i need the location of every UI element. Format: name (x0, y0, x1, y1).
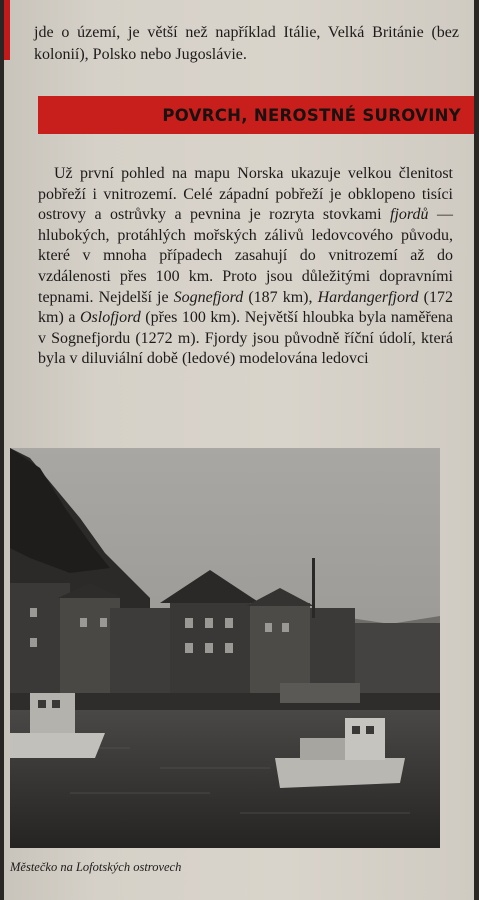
body-paragraph (38, 164, 453, 370)
harbor-photo (10, 448, 440, 848)
photo-caption: Městečko na Lofotských ostrovech (10, 860, 182, 874)
section-heading-band (38, 96, 474, 134)
body-text-part: (přes 100 km). Největší hloubka byla naměřena v Sognefjordu (1272 m). Fjordy jsou původně říční údolí, která byla v diluviální době (ledové) modelována ledovci (38, 309, 454, 368)
intro-paragraph: jde o území, je větší než například Itálie, Velká Británie (bez kolonií), Polsko nebo Jugoslávie. (34, 24, 459, 63)
red-edge-marker (4, 0, 10, 60)
body-text-part: (172 km) a (38, 288, 454, 327)
body-text-part: Už první pohled na mapu Norska ukazuje velkou členitost pobřeží i vnitrozemí. Celé západní pobřeží je obklopeno tisíci ostrovy a ostrůvky a pevnina je rozryta stovkami (38, 165, 453, 224)
section-heading: POVRCH, NEROSTNÉ SUROVINY (162, 105, 461, 125)
term-fjordu: fjordů (390, 206, 429, 224)
term-hardangerfjord: Hardangerfjord (317, 288, 419, 306)
book-page (4, 0, 474, 900)
term-oslofjord: Oslofjord (80, 309, 141, 327)
body-text-part: (187 km), (243, 288, 318, 306)
term-sognefjord: Sognefjord (173, 288, 244, 306)
body-text-part: — hlubokých, protáhlých mořských zálivů ledovcového původu, které v mnoha případech zasahují do vnitrozemí až do vzdálenosti přes 100 km. Proto jsou důležitými dopravními tepnami. Nejdelší je (38, 206, 454, 306)
